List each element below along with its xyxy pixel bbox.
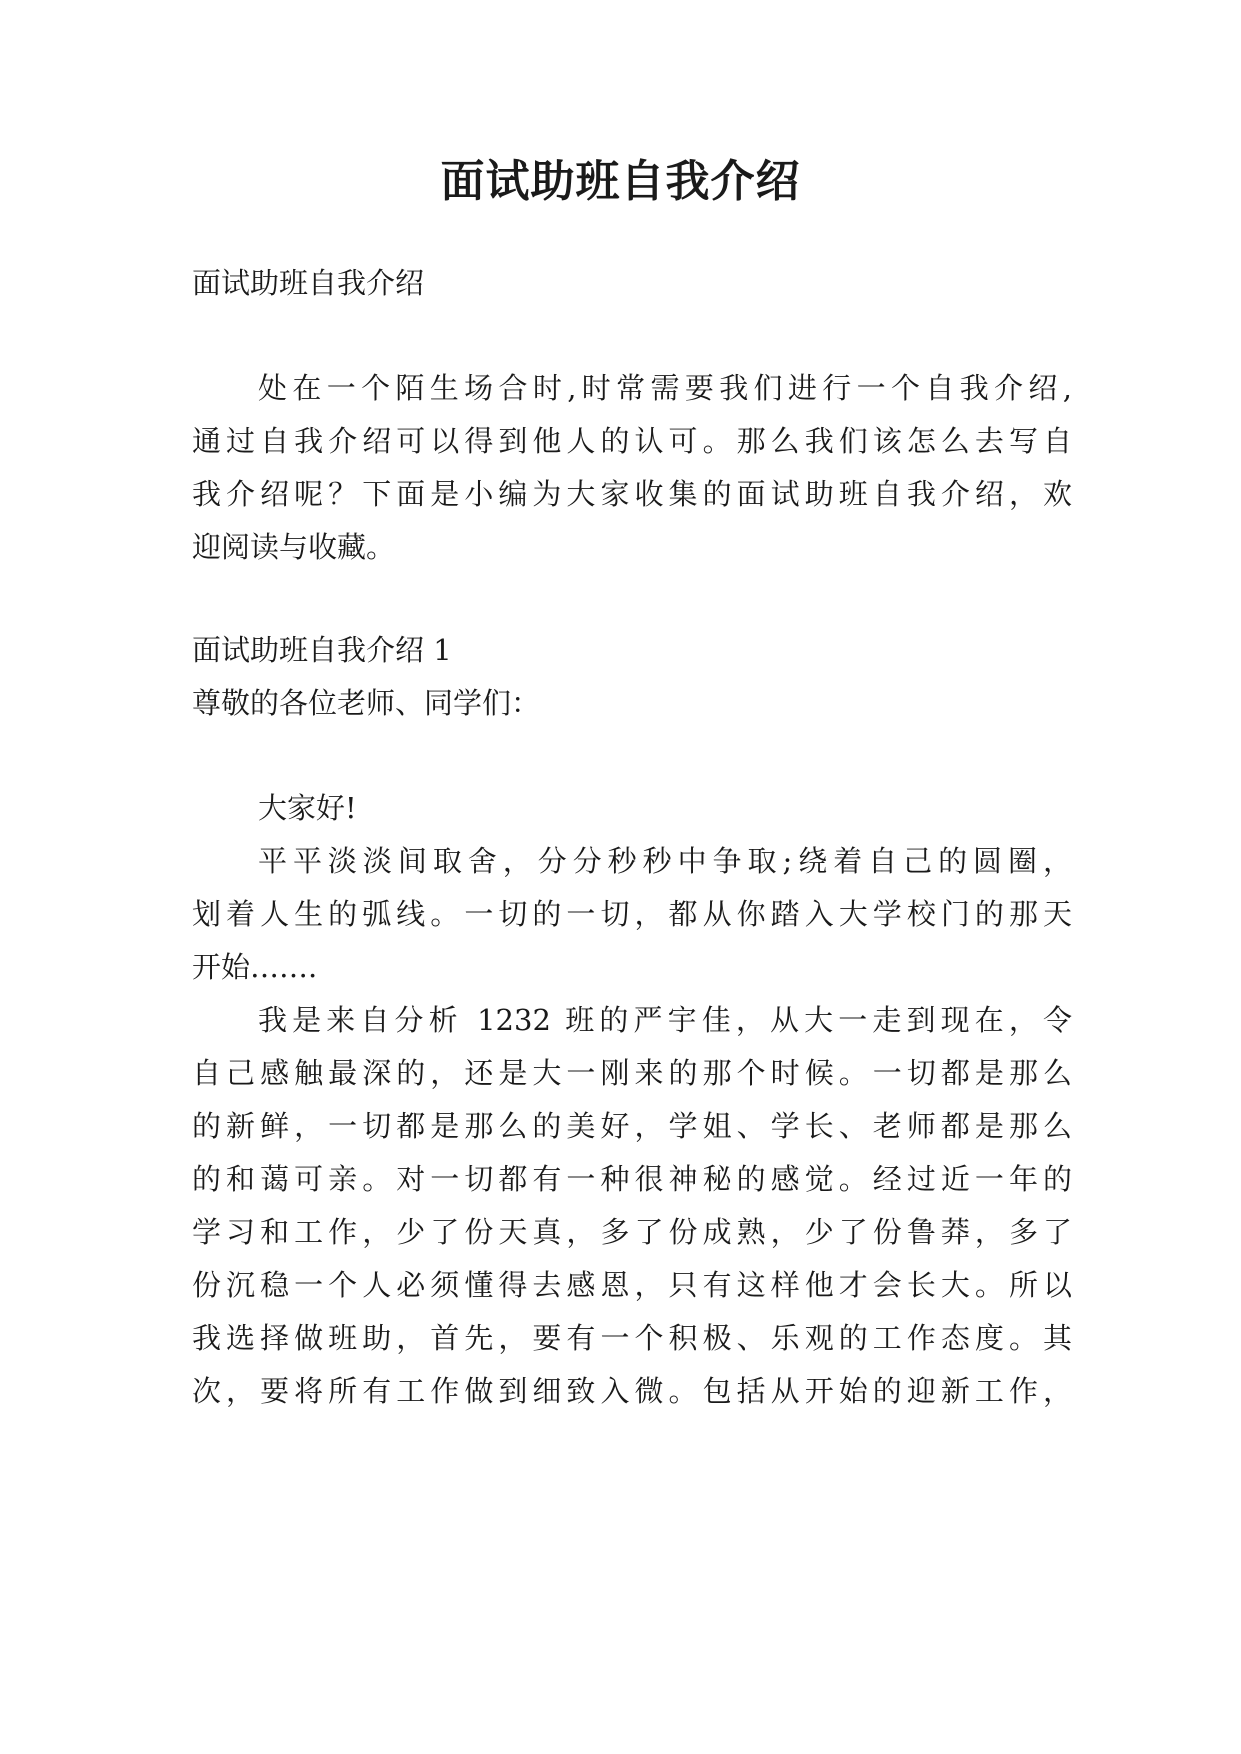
body-line-8: 学习和工作，少了份天真，多了份成熟，少了份鲁莽，多了 bbox=[192, 1215, 1072, 1249]
body-line-7: 的和蔼可亲。对一切都有一种很神秘的感觉。经过近一年的 bbox=[192, 1162, 1072, 1196]
body-line-11: 次，要将所有工作做到细致入微。包括从开始的迎新工作， bbox=[192, 1374, 1072, 1408]
salutation: 尊敬的各位老师、同学们： bbox=[192, 686, 541, 720]
body-line-5: 自己感触最深的，还是大一刚来的那个时候。一切都是那么 bbox=[192, 1056, 1072, 1090]
intro-line-1: 处在一个陌生场合时,时常需要我们进行一个自我介绍, bbox=[258, 371, 1072, 405]
body-line-6: 的新鲜，一切都是那么的美好，学姐、学长、老师都是那么 bbox=[192, 1109, 1072, 1143]
greeting: 大家好! bbox=[258, 791, 357, 825]
section-heading: 面试助班自我介绍 1 bbox=[192, 633, 452, 667]
intro-line-4: 迎阅读与收藏。 bbox=[192, 530, 396, 564]
document-title: 面试助班自我介绍 bbox=[440, 156, 801, 207]
body-line-9: 份沉稳一个人必须懂得去感恩，只有这样他才会长大。所以 bbox=[192, 1268, 1072, 1302]
intro-line-2: 通过自我介绍可以得到他人的认可。那么我们该怎么去写自 bbox=[192, 424, 1072, 458]
body-line-2: 划着人生的弧线。一切的一切，都从你踏入大学校门的那天 bbox=[192, 897, 1072, 931]
body-line-3: 开始……. bbox=[192, 950, 318, 984]
body-line-10: 我选择做班助，首先，要有一个积极、乐观的工作态度。其 bbox=[192, 1321, 1072, 1355]
subtitle: 面试助班自我介绍 bbox=[192, 266, 425, 300]
intro-line-3: 我介绍呢？下面是小编为大家收集的面试助班自我介绍，欢 bbox=[192, 477, 1072, 511]
body-line-4: 我是来自分析 1232 班的严宇佳，从大一走到现在，令 bbox=[258, 1003, 1072, 1037]
body-line-1: 平平淡淡间取舍，分分秒秒中争取;绕着自己的圆圈， bbox=[258, 844, 1072, 878]
